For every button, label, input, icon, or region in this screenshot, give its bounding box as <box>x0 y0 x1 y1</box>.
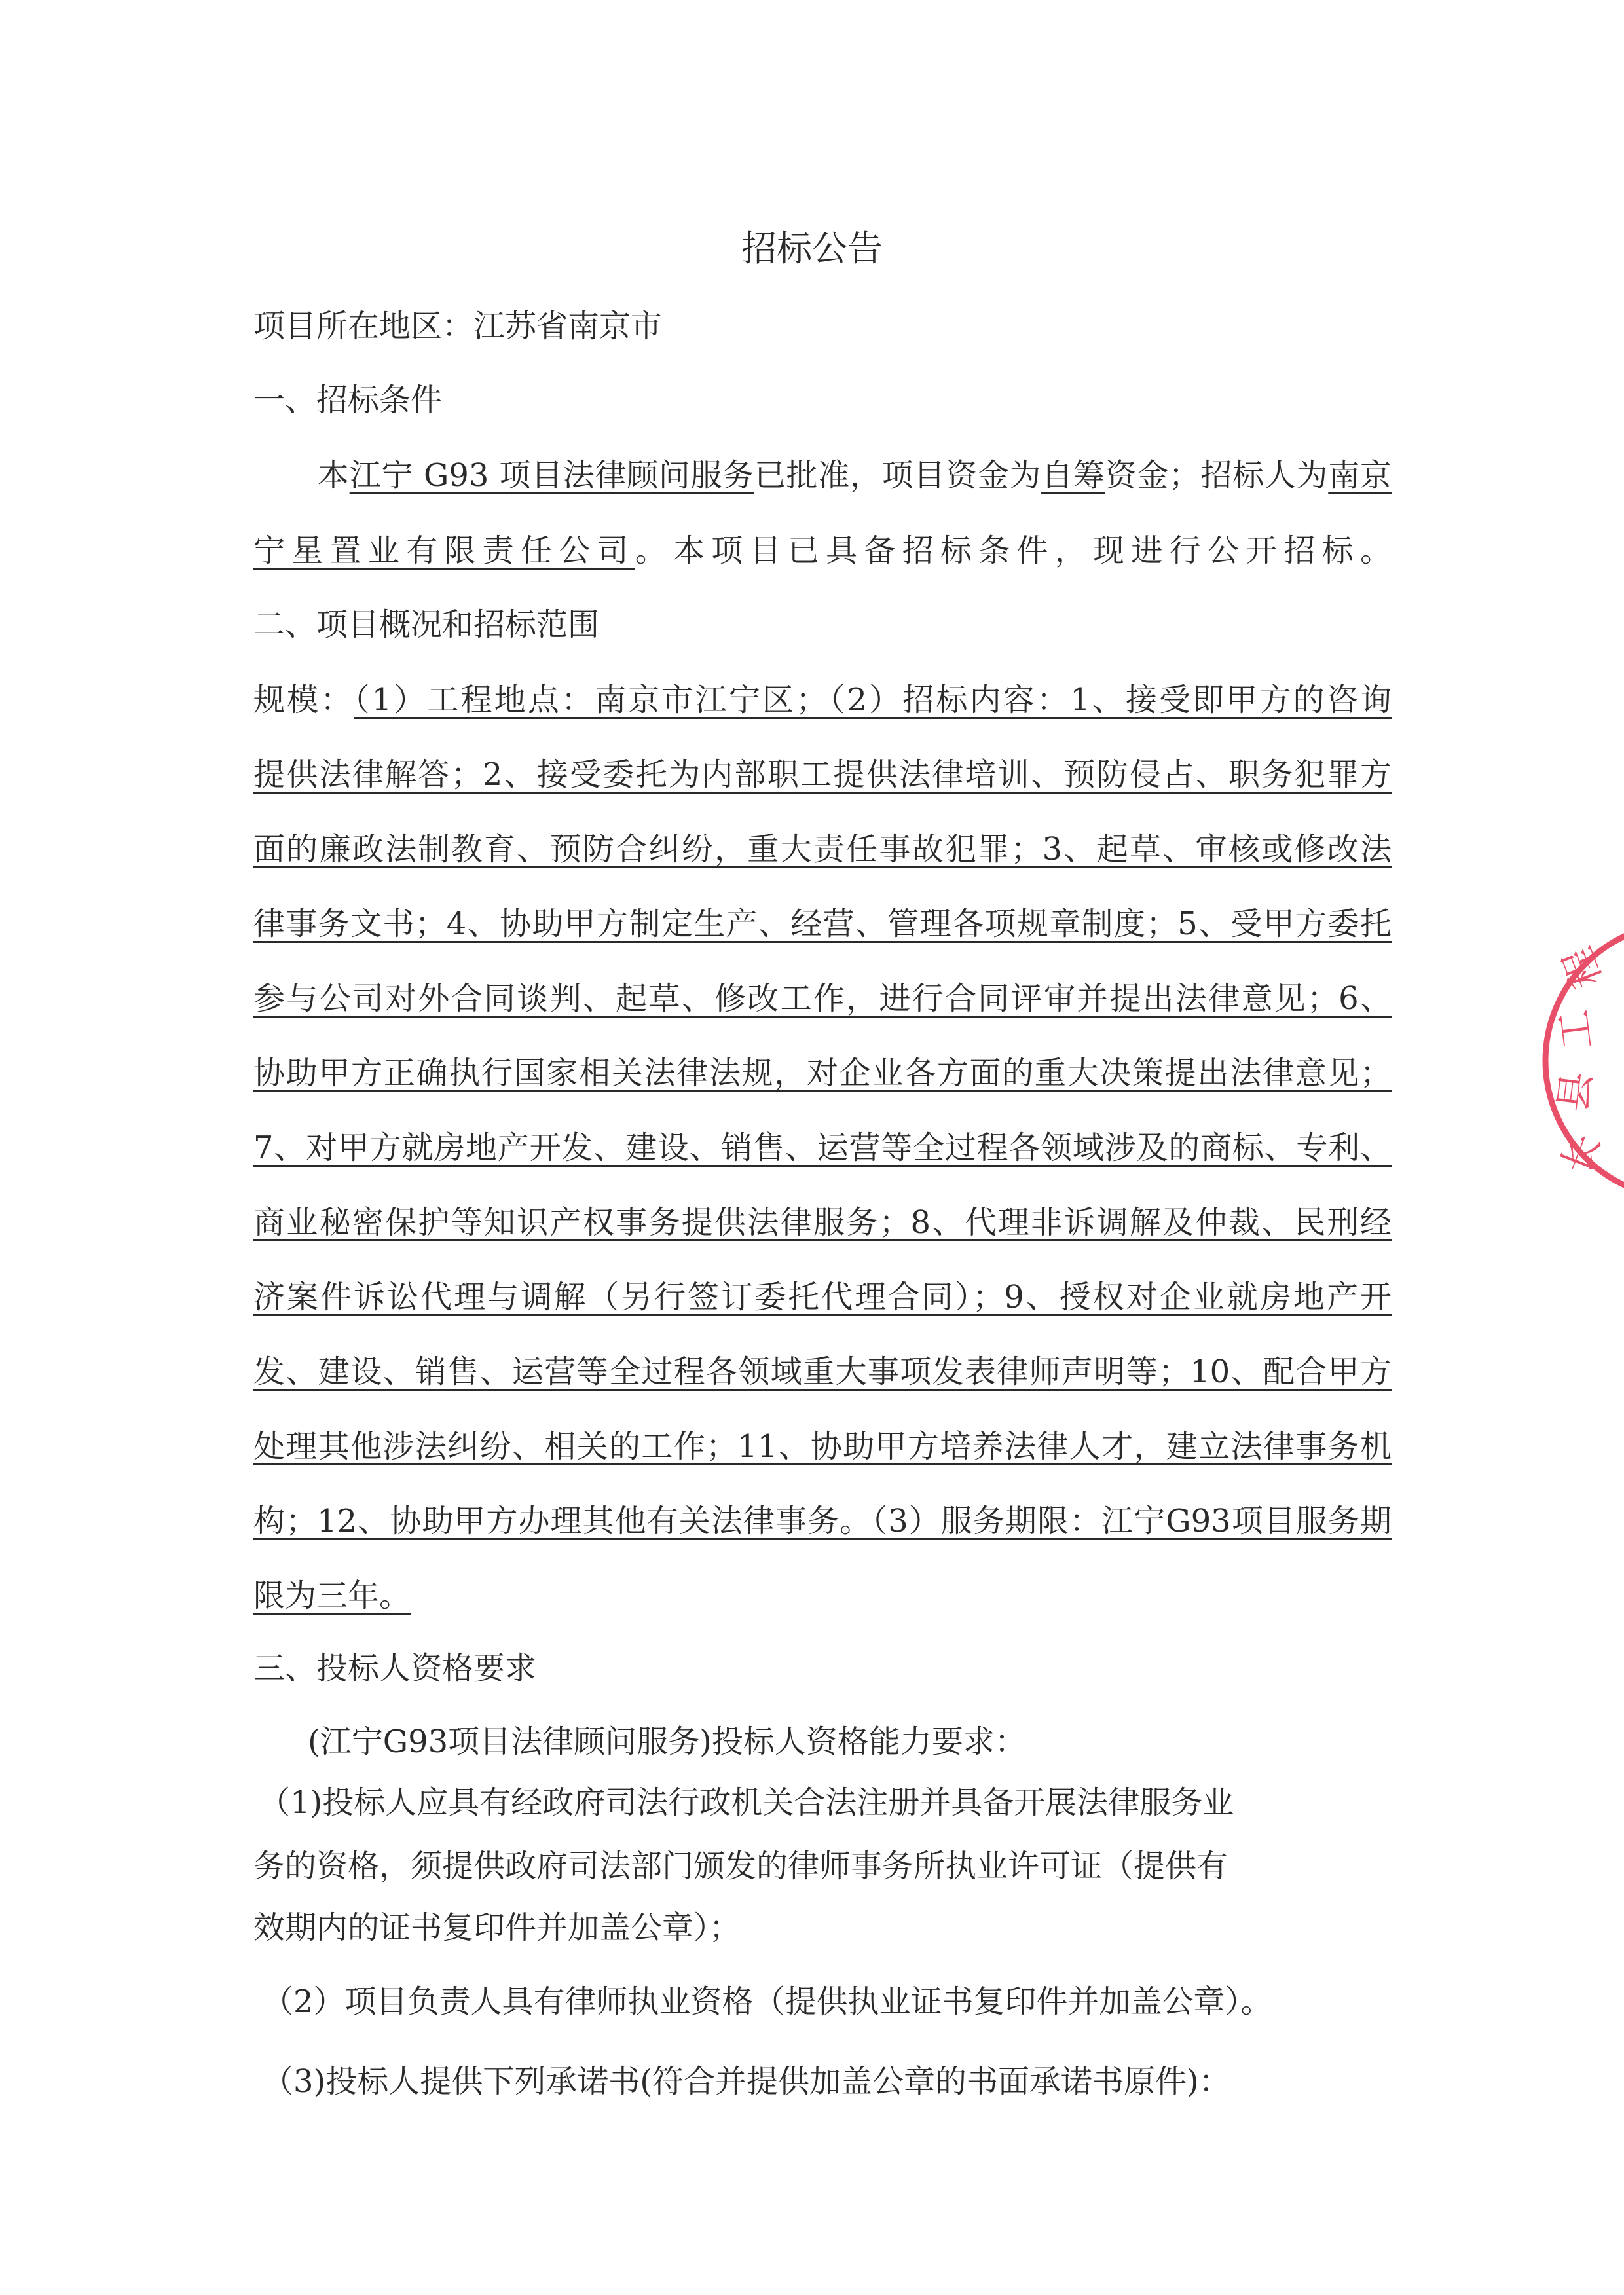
underlined-text: 自筹 <box>1041 457 1105 494</box>
project-region: 项目所在地区：江苏省南京市 <box>253 308 663 344</box>
underlined-text: 律事务文书；4、协助甲方制定生产、经营、管理各项规章制度；5、受甲方委托 <box>253 906 1392 942</box>
underlined-text: 构；12、协助甲方办理其他有关法律事务。（3）服务期限：江宁G93项目服务期 <box>253 1503 1392 1539</box>
seal-character: 程 <box>1554 940 1612 995</box>
paragraph-line <box>253 1575 411 1617</box>
underlined-text: 南京 <box>1328 457 1392 494</box>
text-segment: 规模： <box>253 682 354 718</box>
paragraph-line <box>253 679 1392 721</box>
requirement-1-line-2: 务的资格，须提供政府司法部门颁发的律师事务所执业许可证（提供有 <box>253 1848 1228 1884</box>
paragraph-line <box>253 903 1392 945</box>
underlined-text: 济案件诉讼代理与调解（另行签订委托代理合同）；9、授权对企业就房地产开 <box>253 1279 1392 1315</box>
paragraph-line <box>253 1500 1392 1542</box>
paragraph-line <box>253 754 1392 796</box>
requirement-3: （3)投标人提供下列承诺书(符合并提供加盖公章的书面承诺书原件)： <box>262 2063 1230 2100</box>
requirement-1-line-3: 效期内的证书复印件并加盖公章）； <box>253 1909 741 1946</box>
paragraph-line <box>253 530 1392 572</box>
paragraph-line <box>253 1052 1392 1094</box>
section3-intro: (江宁G93项目法律顾问服务)投标人资格能力要求： <box>308 1723 1026 1760</box>
seal-character: 工 <box>1551 1007 1602 1052</box>
paragraph-line <box>253 1202 1392 1243</box>
paragraph-line <box>253 1127 1392 1169</box>
underlined-text: 限为三年。 <box>253 1577 411 1614</box>
requirement-2: （2）项目负责人具有律师执业资格（提供执业证书复印件并加盖公章）。 <box>262 1983 1272 2020</box>
seal-lettering <box>1551 941 1612 1181</box>
company-seal-stamp <box>1532 904 1624 1218</box>
underlined-text: 协助甲方正确执行国家相关法律法规，对企业各方面的重大决策提出法律意见； <box>253 1055 1392 1092</box>
underlined-text: 提供法律解答；2、接受委托为内部职工提供法律培训、预防侵占、职务犯罪方 <box>253 756 1392 793</box>
paragraph-line <box>253 828 1392 870</box>
section3-heading: 三、投标人资格要求 <box>253 1650 537 1687</box>
underlined-text: 宁星置业有限责任公司 <box>253 532 635 569</box>
seal-character: 县 <box>1550 1069 1601 1114</box>
underlined-text: 7、对甲方就房地产开发、建设、销售、运营等全过程各领域涉及的商标、专利、 <box>253 1129 1392 1166</box>
section2-heading: 二、项目概况和招标范围 <box>253 606 600 643</box>
text-segment: 本 <box>318 457 350 494</box>
text-segment: 已批准，项目资金为 <box>754 457 1042 494</box>
paragraph-line <box>253 1351 1392 1393</box>
text-segment: 资金；招标人为 <box>1105 457 1329 494</box>
page-title: 招标公告 <box>741 228 883 269</box>
paragraph-line <box>253 1425 1392 1467</box>
underlined-text: 面的廉政法制教育、预防合纠纷，重大责任事故犯罪；3、起草、审核或修改法 <box>253 831 1392 868</box>
requirement-1-line-1: （1)投标人应具有经政府司法行政机关合法注册并具备开展法律服务业 <box>259 1784 1234 1821</box>
underlined-text: 参与公司对外合同谈判、起草、修改工作，进行合同评审并提出法律意见；6、 <box>253 980 1392 1017</box>
paragraph-line <box>253 978 1392 1019</box>
underlined-text: 江宁 G93 项目法律顾问服务 <box>349 457 754 494</box>
seal-character: 长 <box>1553 1127 1610 1181</box>
paragraph-line <box>253 1276 1392 1318</box>
underlined-text: 商业秘密保护等知识产权事务提供法律服务；8、代理非诉调解及仲裁、民刑经 <box>253 1204 1392 1241</box>
underlined-text: 处理其他涉法纠纷、相关的工作；11、协助甲方培养法律人才，建立法律事务机 <box>253 1428 1392 1465</box>
underlined-text: 发、建设、销售、运营等全过程各领域重大事项发表律师声明等；10、配合甲方 <box>253 1353 1392 1390</box>
underlined-text: （1）工程地点：南京市江宁区；（2）招标内容：1、接受即甲方的咨询 <box>354 682 1392 718</box>
section1-heading: 一、招标条件 <box>253 382 443 418</box>
paragraph-line <box>318 454 1392 496</box>
text-segment: 。本项目已具备招标条件，现进行公开招标。 <box>635 532 1392 569</box>
